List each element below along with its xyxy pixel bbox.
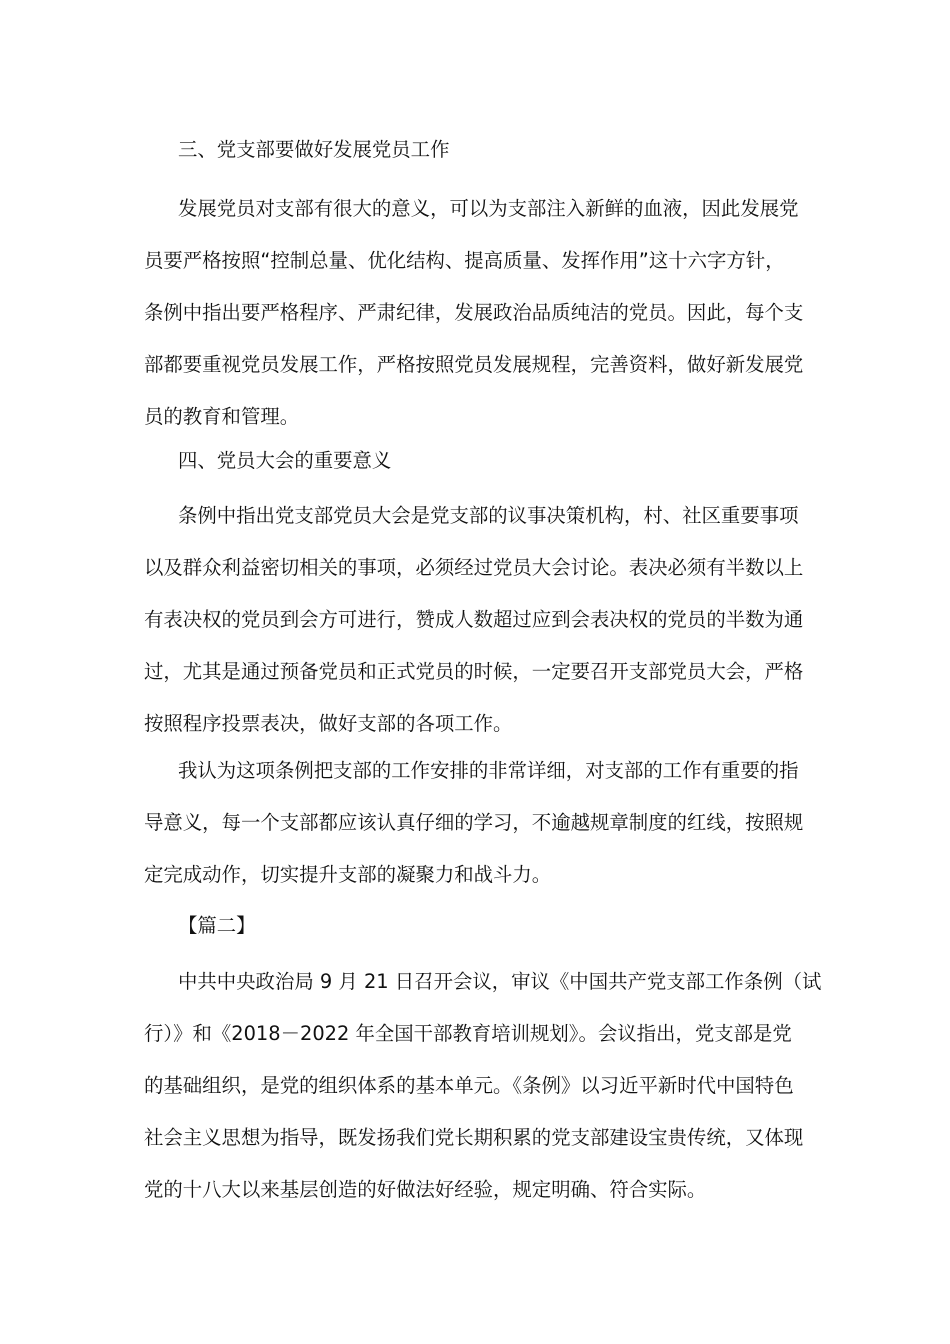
paragraph-line: 发展党员对支部有很大的意义，可以为支部注入新鲜的血液，因此发展党	[178, 197, 799, 220]
heading-text: 三、党支部要做好发展党员工作	[178, 138, 450, 161]
paragraph-line: 员的教育和管理。	[144, 405, 300, 428]
section-marker-part-two	[144, 900, 806, 952]
paragraph-line: 社会主义思想为指导，既发扬我们党长期积累的党支部建设宝贵传统，又体现	[144, 1126, 804, 1149]
paragraph-line: 条例中指出党支部党员大会是党支部的议事决策机构，村、社区重要事项	[178, 504, 799, 527]
paragraph-line: 我认为这项条例把支部的工作安排的非常详细，对支部的工作有重要的指	[178, 759, 799, 782]
paragraph-line: 以及群众利益密切相关的事项，必须经过党员大会讨论。表决必须有半数以上	[144, 556, 804, 579]
section-heading-three	[144, 124, 806, 176]
paragraph-line: 按照程序投票表决，做好支部的各项工作。	[144, 712, 513, 735]
paragraph-line: 员要严格按照“控制总量、优化结构、提高质量、发挥作用”这十六字方针，	[144, 249, 785, 272]
paragraph-opinion	[144, 745, 806, 901]
paragraph-line: 党的十八大以来基层创造的好做法好经验，规定明确、符合实际。	[144, 1178, 707, 1201]
paragraph-line: 的基础组织，是党的组织体系的基本单元。《条例》以习近平新时代中国特色	[144, 1074, 794, 1097]
paragraph-line: 部都要重视党员发展工作，严格按照党员发展规程，完善资料，做好新发展党	[144, 353, 804, 376]
paragraph-line: 导意义，每一个支部都应该认真仔细的学习，不逾越规章制度的红线，按照规	[144, 811, 804, 834]
paragraph-meeting	[144, 490, 806, 750]
paragraph-line: 条例中指出要严格程序、严肃纪律，发展政治品质纯洁的党员。因此，每个支	[144, 301, 804, 324]
paragraph-politburo	[144, 956, 822, 1216]
paragraph-line: 中共中央政治局 9 月 21 日召开会议，审议《中国共产党支部工作条例（试	[178, 970, 822, 993]
paragraph-development	[144, 183, 806, 443]
paragraph-line: 有表决权的党员到会方可进行，赞成人数超过应到会表决权的党员的半数为通	[144, 608, 804, 631]
heading-text: 四、党员大会的重要意义	[178, 449, 392, 472]
paragraph-line: 行）》和《2018－2022 年全国干部教育培训规划》。会议指出，党支部是党	[144, 1022, 792, 1045]
paragraph-line: 过，尤其是通过预备党员和正式党员的时候，一定要召开支部党员大会，严格	[144, 660, 804, 683]
section-title: 【篇二】	[178, 914, 256, 937]
paragraph-line: 定完成动作，切实提升支部的凝聚力和战斗力。	[144, 863, 552, 886]
section-heading-four	[144, 435, 806, 487]
